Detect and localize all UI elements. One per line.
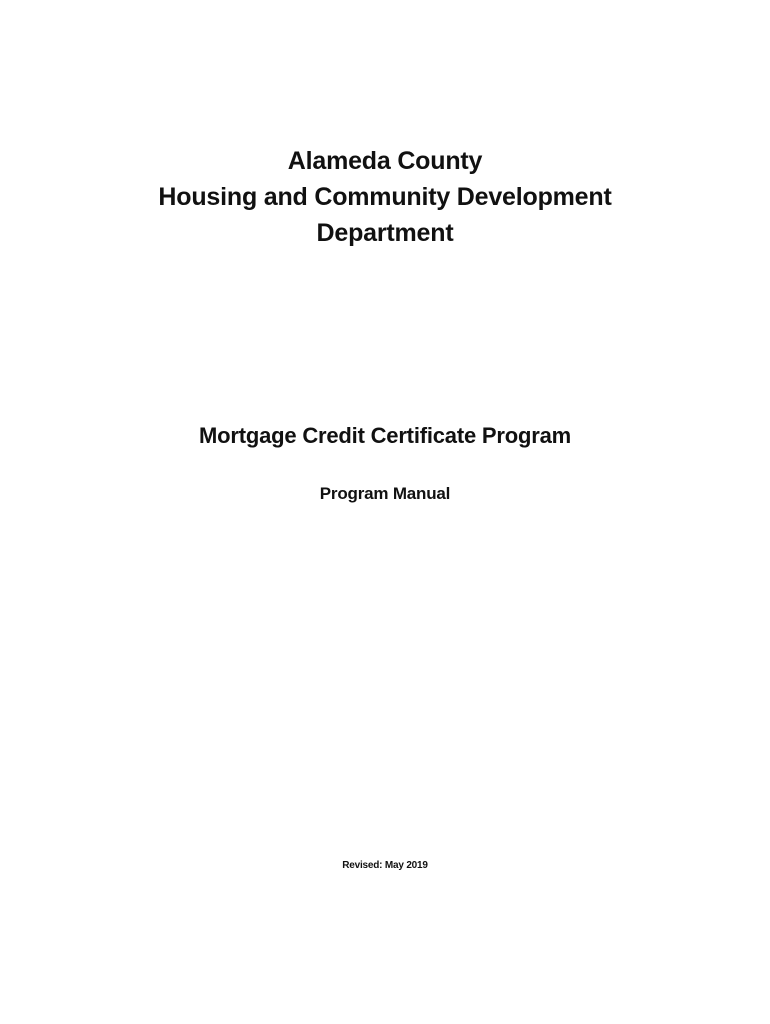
organization-name-line-1: Alameda County [287,147,483,175]
organization-name-line-2: Housing and Community Development [158,183,612,211]
program-subtitle: Program Manual [319,484,451,503]
program-title: Mortgage Credit Certificate Program [199,423,571,448]
revision-date: Revised: May 2019 [342,860,428,871]
organization-name-line-3: Department [316,219,454,247]
